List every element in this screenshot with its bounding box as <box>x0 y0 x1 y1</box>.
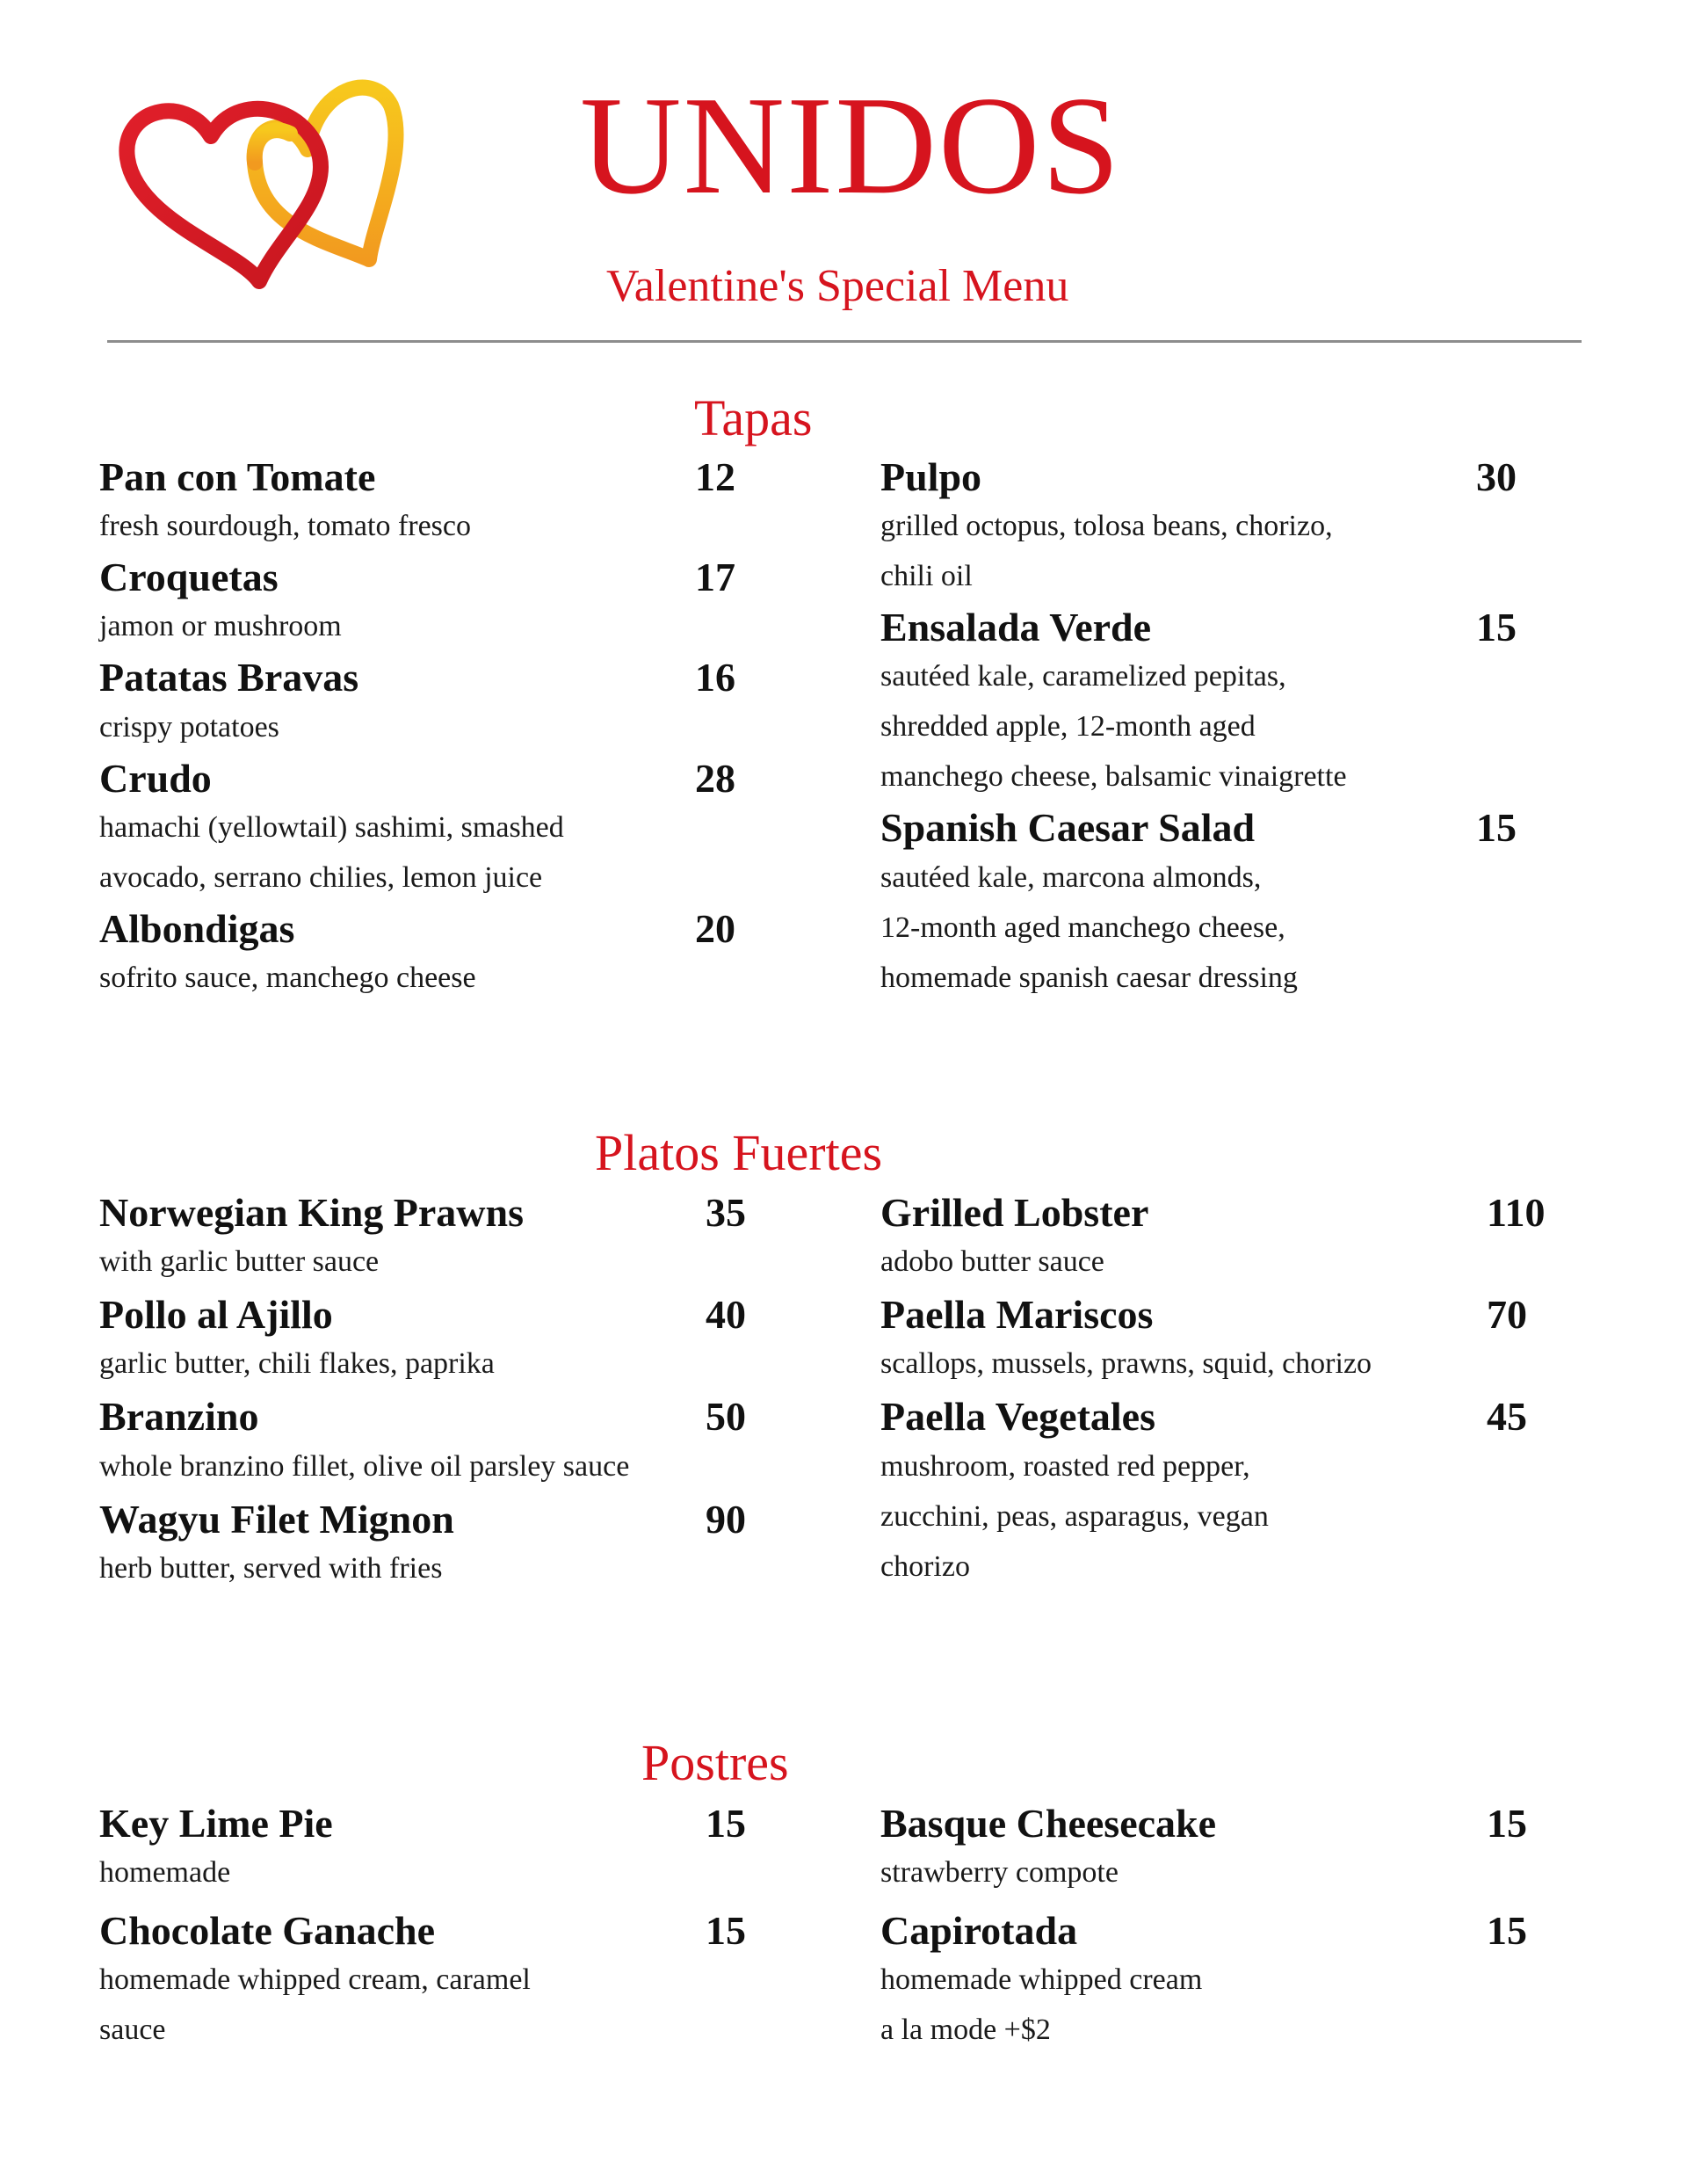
menu-item-header <box>99 453 820 501</box>
menu-item-price: 15 <box>1487 1801 1527 1846</box>
menu-item-description: sauce <box>99 2013 166 2047</box>
menu-item-header <box>99 653 820 701</box>
menu-item-description: sofrito sauce, manchego cheese <box>99 961 476 994</box>
menu-item <box>880 1392 1601 1591</box>
menu-item-description: hamachi (yellowtail) sashimi, smashed <box>99 810 564 844</box>
menu-item-description: crispy potatoes <box>99 710 279 744</box>
menu-item-header <box>99 1188 820 1237</box>
menu-item-name: Basque Cheesecake <box>880 1801 1217 1846</box>
menu-item <box>99 453 820 551</box>
menu-item-description: jamon or mushroom <box>99 610 342 643</box>
section-title-postres: Postres <box>641 1734 789 1791</box>
menu-item <box>880 1906 1601 2055</box>
menu-item-price: 30 <box>1476 454 1517 499</box>
menu-item <box>99 553 820 651</box>
menu-item-name: Paella Vegetales <box>880 1394 1155 1440</box>
tapas-left-column <box>99 453 820 1005</box>
menu-item-name: Ensalada Verde <box>880 605 1152 650</box>
menu-item-price: 40 <box>706 1292 746 1338</box>
menu-item-description: sautéed kale, marcona almonds, <box>880 860 1262 894</box>
menu-item-price: 20 <box>695 905 735 951</box>
menu-item-description: homemade whipped cream, caramel <box>99 1963 531 1997</box>
menu-item <box>99 754 820 903</box>
menu-item-price: 12 <box>695 454 735 499</box>
menu-item-header <box>880 1906 1601 1955</box>
section-title-tapas: Tapas <box>694 389 813 446</box>
menu-item-name: Capirotada <box>880 1908 1078 1954</box>
menu-item-name: Croquetas <box>99 555 279 600</box>
menu-item-price: 16 <box>695 655 735 700</box>
menu-item-price: 35 <box>706 1190 746 1235</box>
menu-item <box>99 1290 820 1389</box>
menu-item-name: Pan con Tomate <box>99 454 376 499</box>
postres-left-column <box>99 1799 820 2064</box>
menu-item-name: Paella Mariscos <box>880 1292 1154 1338</box>
menu-item-description: a la mode +$2 <box>880 2013 1051 2047</box>
menu-item <box>880 1188 1601 1287</box>
menu-item-description: sautéed kale, caramelized pepitas, <box>880 660 1286 693</box>
menu-item <box>99 1799 820 1897</box>
menu-item-price: 50 <box>706 1394 746 1440</box>
menu-item-name: Spanish Caesar Salad <box>880 805 1256 851</box>
menu-item-header <box>880 1188 1601 1237</box>
menu-item <box>99 653 820 751</box>
menu-item <box>99 1188 820 1287</box>
menu-item-header <box>880 1290 1601 1339</box>
menu-item-header <box>99 1392 820 1440</box>
menu-item <box>880 1799 1601 1897</box>
menu-item-name: Patatas Bravas <box>99 655 359 700</box>
tapas-right-column <box>880 453 1601 1005</box>
menu-item-name: Branzino <box>99 1394 259 1440</box>
menu-item-price: 15 <box>706 1908 746 1954</box>
menu-item <box>880 803 1601 1002</box>
menu-item-header <box>99 1799 820 1847</box>
menu-item <box>880 1290 1601 1389</box>
menu-item-header <box>880 453 1601 501</box>
menu-item-name: Pulpo <box>880 454 982 499</box>
yellow-heart-overlap <box>255 130 290 163</box>
menu-item-description: chorizo <box>880 1549 970 1583</box>
menu-item-header <box>880 1392 1601 1440</box>
double-hearts-icon <box>110 35 479 299</box>
menu-item-description: fresh sourdough, tomato fresco <box>99 510 472 543</box>
menu-item-name: Pollo al Ajillo <box>99 1292 333 1338</box>
menu-item-description: scallops, mussels, prawns, squid, chorizo <box>880 1347 1372 1381</box>
menu-item-price: 45 <box>1487 1394 1527 1440</box>
menu-item-header <box>880 803 1601 852</box>
menu-item-name: Grilled Lobster <box>880 1190 1149 1235</box>
menu-item-description: grilled octopus, tolosa beans, chorizo, <box>880 510 1333 543</box>
menu-item <box>99 1392 820 1491</box>
menu-item-price: 17 <box>695 555 735 600</box>
postres-right-column <box>880 1799 1601 2064</box>
menu-item-header <box>99 1906 820 1955</box>
menu-subtitle: Valentine's Special Menu <box>606 261 1069 311</box>
menu-item-description: chili oil <box>880 560 973 593</box>
menu-item-header <box>99 754 820 802</box>
menu-item-description: 12-month aged manchego cheese, <box>880 911 1285 944</box>
menu-item-description: strawberry compote <box>880 1856 1119 1890</box>
menu-item-description: zucchini, peas, asparagus, vegan <box>880 1499 1269 1533</box>
menu-item-name: Chocolate Ganache <box>99 1908 436 1954</box>
menu-item-price: 110 <box>1487 1190 1546 1235</box>
menu-item-description: homemade spanish caesar dressing <box>880 961 1298 994</box>
menu-item <box>99 904 820 1003</box>
menu-item-description: with garlic butter sauce <box>99 1245 380 1279</box>
platos-fuertes-left-column <box>99 1188 820 1597</box>
menu-item-description: garlic butter, chili flakes, paprika <box>99 1347 495 1381</box>
menu-item-header <box>99 1290 820 1339</box>
menu-item-name: Key Lime Pie <box>99 1801 333 1846</box>
menu-item-description: homemade whipped cream <box>880 1963 1203 1997</box>
menu-item-description: manchego cheese, balsamic vinaigrette <box>880 760 1347 794</box>
menu-item-price: 15 <box>1476 605 1517 650</box>
menu-item-description: whole branzino fillet, olive oil parsley sauce <box>99 1449 630 1483</box>
menu-item-header <box>880 603 1601 651</box>
menu-item-price: 15 <box>1487 1908 1527 1954</box>
menu-item-header <box>99 553 820 601</box>
menu-item <box>880 603 1601 802</box>
menu-item-price: 90 <box>706 1496 746 1542</box>
header-divider <box>107 340 1582 343</box>
menu-item-description: shredded apple, 12-month aged <box>880 710 1256 744</box>
menu-item <box>880 453 1601 601</box>
menu-item-header <box>99 1495 820 1543</box>
menu-item-price: 15 <box>1476 805 1517 851</box>
menu-item-description: avocado, serrano chilies, lemon juice <box>99 860 543 894</box>
menu-item-description: adobo butter sauce <box>880 1245 1104 1279</box>
restaurant-name: UNIDOS <box>580 67 1122 223</box>
menu-item-name: Wagyu Filet Mignon <box>99 1496 454 1542</box>
menu-item-description: herb butter, served with fries <box>99 1551 443 1585</box>
menu-item-name: Albondigas <box>99 905 295 951</box>
platos-fuertes-right-column <box>880 1188 1601 1595</box>
menu-item-price: 70 <box>1487 1292 1527 1338</box>
section-title-platos-fuertes: Platos Fuertes <box>595 1124 883 1181</box>
menu-item <box>99 1906 820 2055</box>
menu-item-description: mushroom, roasted red pepper, <box>880 1449 1250 1483</box>
menu-item-name: Norwegian King Prawns <box>99 1190 524 1235</box>
menu-item-header <box>880 1799 1601 1847</box>
menu-item-description: homemade <box>99 1856 231 1890</box>
menu-item-header <box>99 904 820 953</box>
menu-item-price: 15 <box>706 1801 746 1846</box>
menu-item-price: 28 <box>695 755 735 801</box>
menu-item-name: Crudo <box>99 755 212 801</box>
menu-item <box>99 1495 820 1593</box>
